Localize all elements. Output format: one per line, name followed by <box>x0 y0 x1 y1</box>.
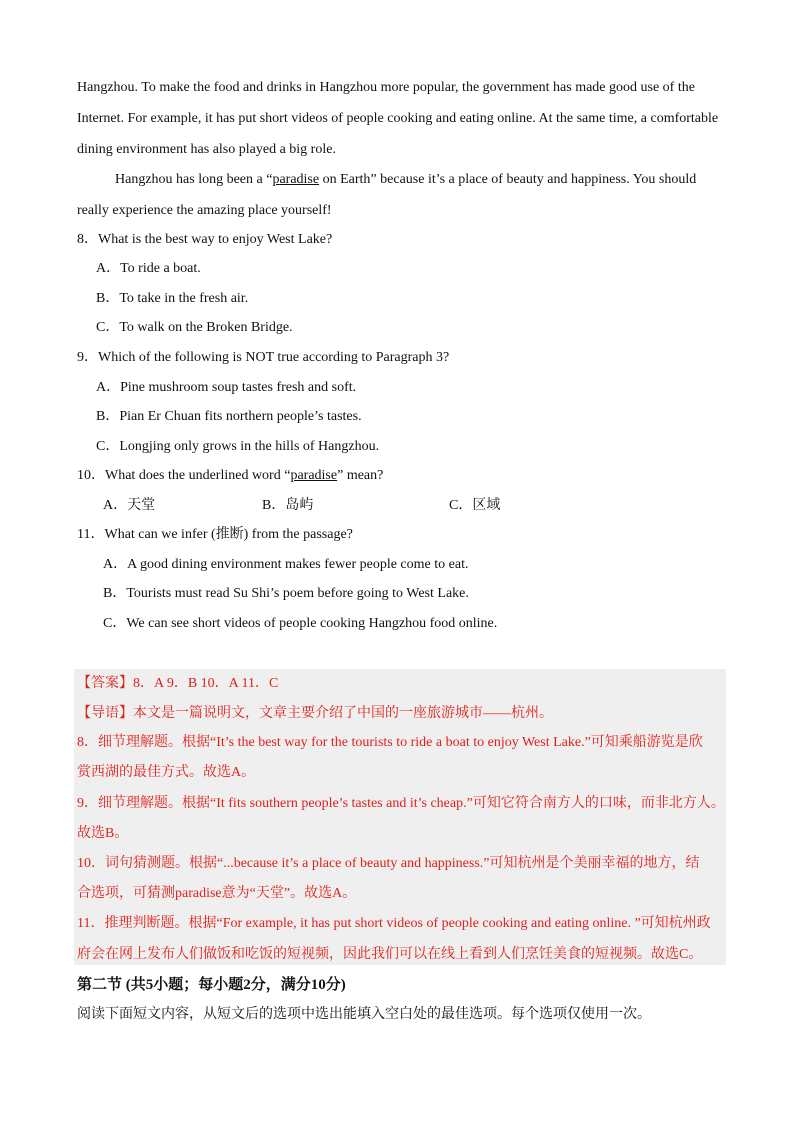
answer-guide: 【导语】本文是一篇说明文，文章主要介绍了中国的一座旅游城市——杭州。 <box>77 706 553 721</box>
explanation-line: 10．词句猜测题。根据“...because it’s a place of beauty and happiness.”可知杭州是个美丽幸福的地方，结 <box>77 856 700 871</box>
passage-text: on Earth” because it’s a place of beauty and happiness. You should <box>319 172 697 187</box>
explanation-line: 府会在网上发布人们做饭和吃饭的短视频，因此我们可以在线上看到人们烹饪美食的短视频。故选C。 <box>77 947 703 962</box>
answer-key: 【答案】8．A 9．B 10．A 11．C <box>77 676 279 691</box>
question-stem: 11．What can we infer (推断) from the passage? <box>77 527 353 542</box>
passage-line: Hangzhou. To make the food and drinks in Hangzhou more popular, the government has made good use of the <box>77 80 695 95</box>
option-c: C．Longjing only grows in the hills of Hangzhou. <box>96 439 380 454</box>
option-a: A．Pine mushroom soup tastes fresh and soft. <box>96 380 357 395</box>
option-b: B．Pian Er Chuan fits northern people’s tastes. <box>96 409 362 424</box>
question-text: 10．What does the underlined word “ <box>77 468 291 483</box>
option-b: B．To take in the fresh air. <box>96 291 249 306</box>
underlined-word: paradise <box>290 468 338 483</box>
passage-paragraph-start <box>115 172 696 188</box>
section-instruction: 阅读下面短文内容，从短文后的选项中选出能填入空白处的最佳选项。每个选项仅使用一次。 <box>77 1007 651 1022</box>
explanation-line: 合选项，可猜测paradise意为“天堂”。故选A。 <box>77 886 357 901</box>
option-b: B．岛屿 <box>262 498 314 513</box>
question-stem <box>77 468 383 484</box>
explanation-line: 9．细节理解题。根据“It fits southern people’s tastes and it’s cheap.”可知它符合南方人的口味，而非北方人。 <box>77 796 725 811</box>
passage-line: Internet. For example, it has put short videos of people cooking and eating online. At the same time, a comfortable <box>77 111 719 126</box>
question-stem: 9．Which of the following is NOT true according to Paragraph 3? <box>77 350 450 365</box>
option-c: C．We can see short videos of people cooking Hangzhou food online. <box>103 616 498 631</box>
passage-text: Hangzhou has long been a “ <box>115 172 273 187</box>
explanation-line: 11．推理判断题。根据“For example, it has put short videos of people cooking and eating online. ”可知杭州政 <box>77 916 711 931</box>
option-c: C．To walk on the Broken Bridge. <box>96 320 293 335</box>
explanation-line: 赏西湖的最佳方式。故选A。 <box>77 765 256 780</box>
option-a: A．A good dining environment makes fewer people come to eat. <box>103 557 469 572</box>
underlined-word: paradise <box>272 172 320 187</box>
option-c: C．区域 <box>449 498 501 513</box>
option-b: B．Tourists must read Su Shi’s poem before going to West Lake. <box>103 586 469 601</box>
option-a: A．To ride a boat. <box>96 261 201 276</box>
explanation-line: 故选B。 <box>77 826 129 841</box>
passage-line: dining environment has also played a big role. <box>77 142 336 157</box>
question-stem: 8．What is the best way to enjoy West Lake? <box>77 232 333 247</box>
section-title: 第二节 (共5小题；每小题2分，满分10分) <box>77 977 346 993</box>
option-a: A．天堂 <box>103 498 156 513</box>
question-text: ” mean? <box>337 468 384 483</box>
passage-line: really experience the amazing place yourself! <box>77 203 332 218</box>
explanation-line: 8．细节理解题。根据“It’s the best way for the tourists to ride a boat to enjoy West Lake.”可知乘船游览是欣 <box>77 735 703 750</box>
